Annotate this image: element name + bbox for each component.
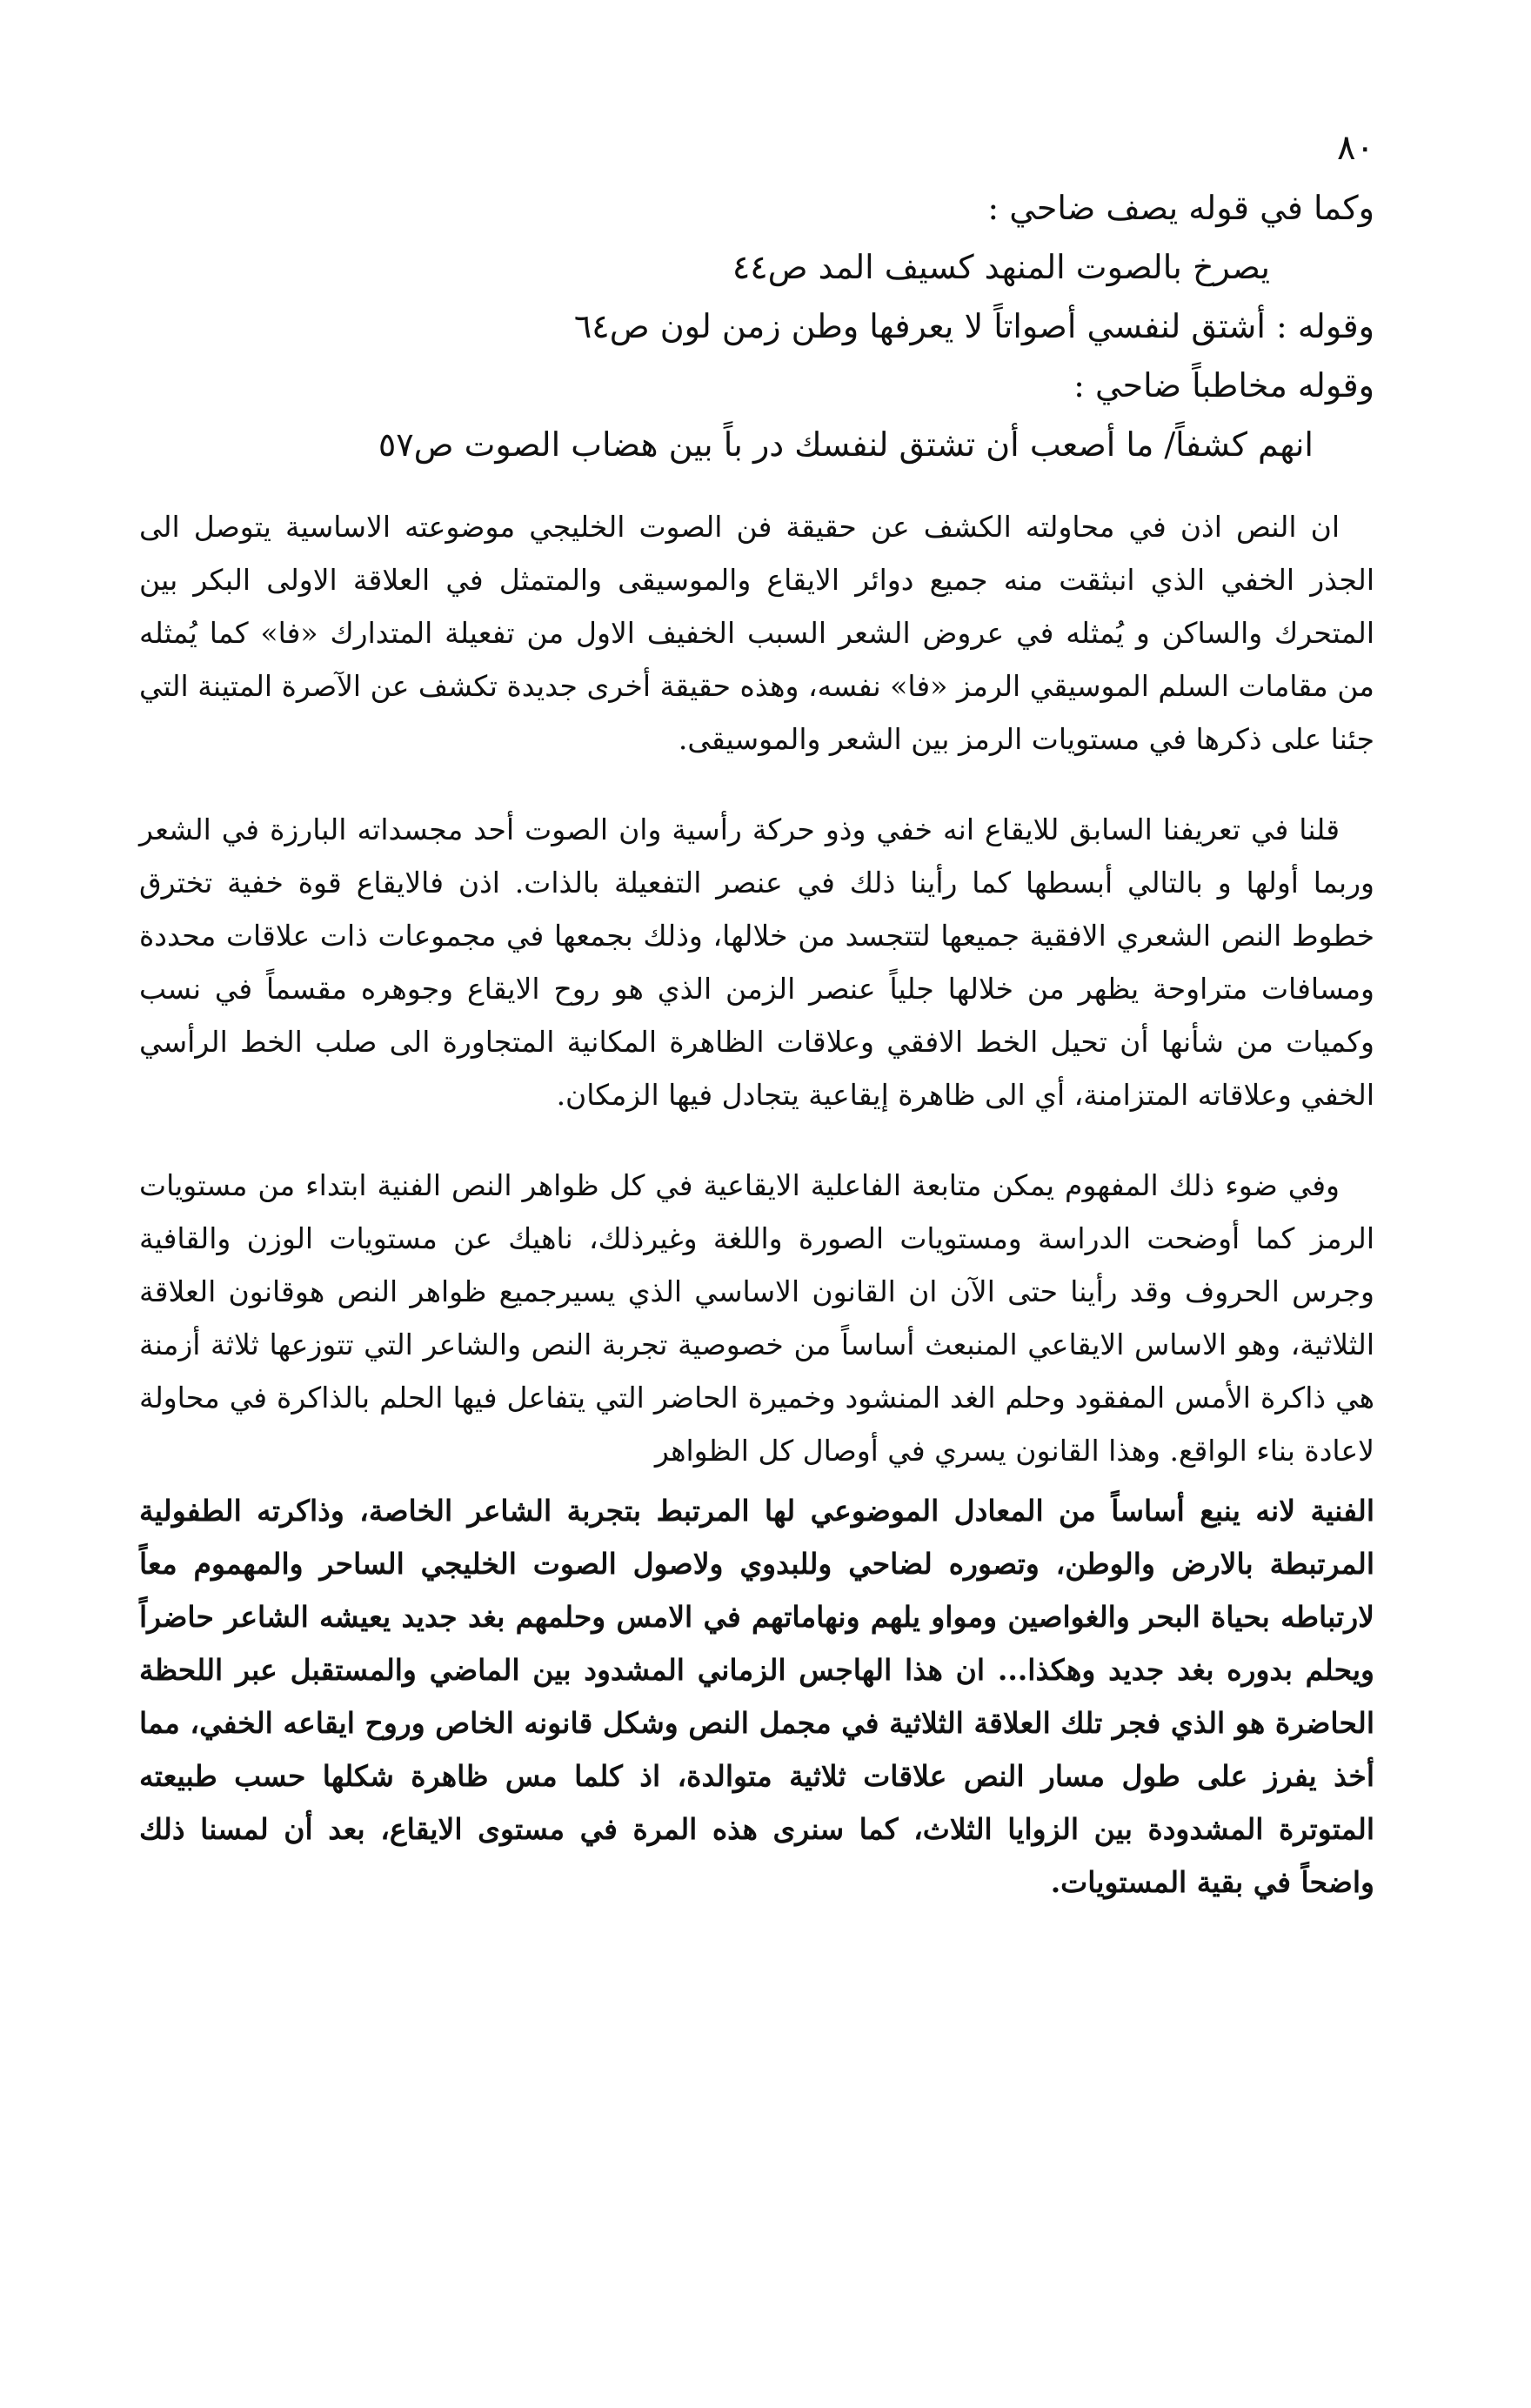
quote-intro-line: وكما في قوله يصف ضاحي : [987, 189, 1374, 227]
quotation-block [139, 178, 1374, 474]
paragraph: الفنية لانه ينبع أساساً من المعادل الموضوعي لها المرتبط بتجربة الشاعر الخاصة، وذاكرته الطفولية المرتبطة بالارض والوطن، وتصوره لضاحي وللبدوي ولاصول الصوت الخليجي الساحر والمهموم معاً لارتباطه بحياة البحر والغواصين ومواو يلهم ونهاماتهم في الامس وحلمهم بغد جديد يعيشه الشاعر حاضراً ويحلم بدوره بغد جديد وهكذا... ان هذا الهاجس الزماني المشدود بين الماضي والمستقبل عبر اللحظة الحاضرة هو الذي فجر تلك العلاقة الثلاثية في مجمل النص وشكل قانونه الخاص وروح ايقاعه الخفي، مما أخذ يفرز على طول مسار النص علاقات ثلاثية متوالدة، اذ كلما مس ظاهرة شكلها حسب طبيعته المتوترة المشدودة بين الزوايا الثلاث، كما سنرى هذه المرة في مستوى الايقاع، بعد أن لمسنا ذلك واضحاً في بقية المستويات. [139, 1494, 1374, 1899]
page-number: ٨٠ [1337, 128, 1374, 168]
paragraph: قلنا في تعريفنا السابق للايقاع انه خفي وذو حركة رأسية وان الصوت أحد مجسداته البارزة في الشعر وربما أولها و بالتالي أبسطها كما رأينا ذلك في عنصر التفعيلة بالذات. اذن فالايقاع قوة خفية تخترق خطوط النص الشعري الافقية جميعها لتتجسد من خلالها، وذلك بجمعها في مجموعات ذات علاقات محددة ومسافات متراوحة يظهر من خلالها جلياً عنصر الزمن الذي هو روح الايقاع وجوهره مقسماً في نسب وكميات من شأنها أن تحيل الخط الافقي وعلاقات الظاهرة المكانية المتجاورة الى صلب الخط الرأسي الخفي وعلاقاته المتزامنة، أي الى ظاهرة إيقاعية يتجادل فيها الزمكان. [139, 813, 1374, 1112]
quote-intro-line: وقوله : أشتق لنفسي أصواتاً لا يعرفها وطن زمن لون ص٦٤ [573, 307, 1374, 345]
quote-intro-line: وقوله مخاطباً ضاحي : [1073, 366, 1374, 405]
body-text [139, 500, 1374, 1946]
paragraph: وفي ضوء ذلك المفهوم يمكن متابعة الفاعلية الايقاعية في كل ظواهر النص الفنية ابتداء من مستويات الرمز كما أوضحت الدراسة ومستويات الصورة واللغة وغيرذلك، ناهيك عن مستويات الوزن والقافية وجرس الحروف وقد رأينا حتى الآن ان القانون الاساسي الذي يسيرجميع ظواهر النص هوقانون العلاقة الثلاثية، وهو الاساس الايقاعي المنبعث أساساً من خصوصية تجربة النص والشاعر التي تتوزعها ثلاثة أزمنة هي ذاكرة الأمس المفقود وحلم الغد المنشود وخميرة الحاضر التي يتفاعل فيها الحلم بالذاكرة في محاولة لاعادة بناء الواقع. وهذا القانون يسري في أوصال كل الظواهر [139, 1168, 1374, 1468]
quote-verse-line: انهم كشفاً/ ما أصعب أن تشتق لنفسك در باً بين هضاب الصوت ص٥٧ [378, 425, 1314, 464]
paragraph: ان النص اذن في محاولته الكشف عن حقيقة فن الصوت الخليجي موضوعته الاساسية يتوصل الى الجذر الخفي الذي انبثقت منه جميع دوائر الايقاع والموسيقى والمتمثل في العلاقة الاولى البكر بين المتحرك والساكن و يُمثله في عروض الشعر السبب الخفيف الاول من تفعيلة المتدارك «فا» كما يُمثله من مقامات السلم الموسيقي الرمز «فا» نفسه، وهذه حقيقة أخرى جديدة تكشف عن الآصرة المتينة التي جئنا على ذكرها في مستويات الرمز بين الشعر والموسيقى. [139, 510, 1374, 756]
quote-verse-line: يصرخ بالصوت المنهد كسيف المد ص٤٤ [732, 248, 1270, 286]
